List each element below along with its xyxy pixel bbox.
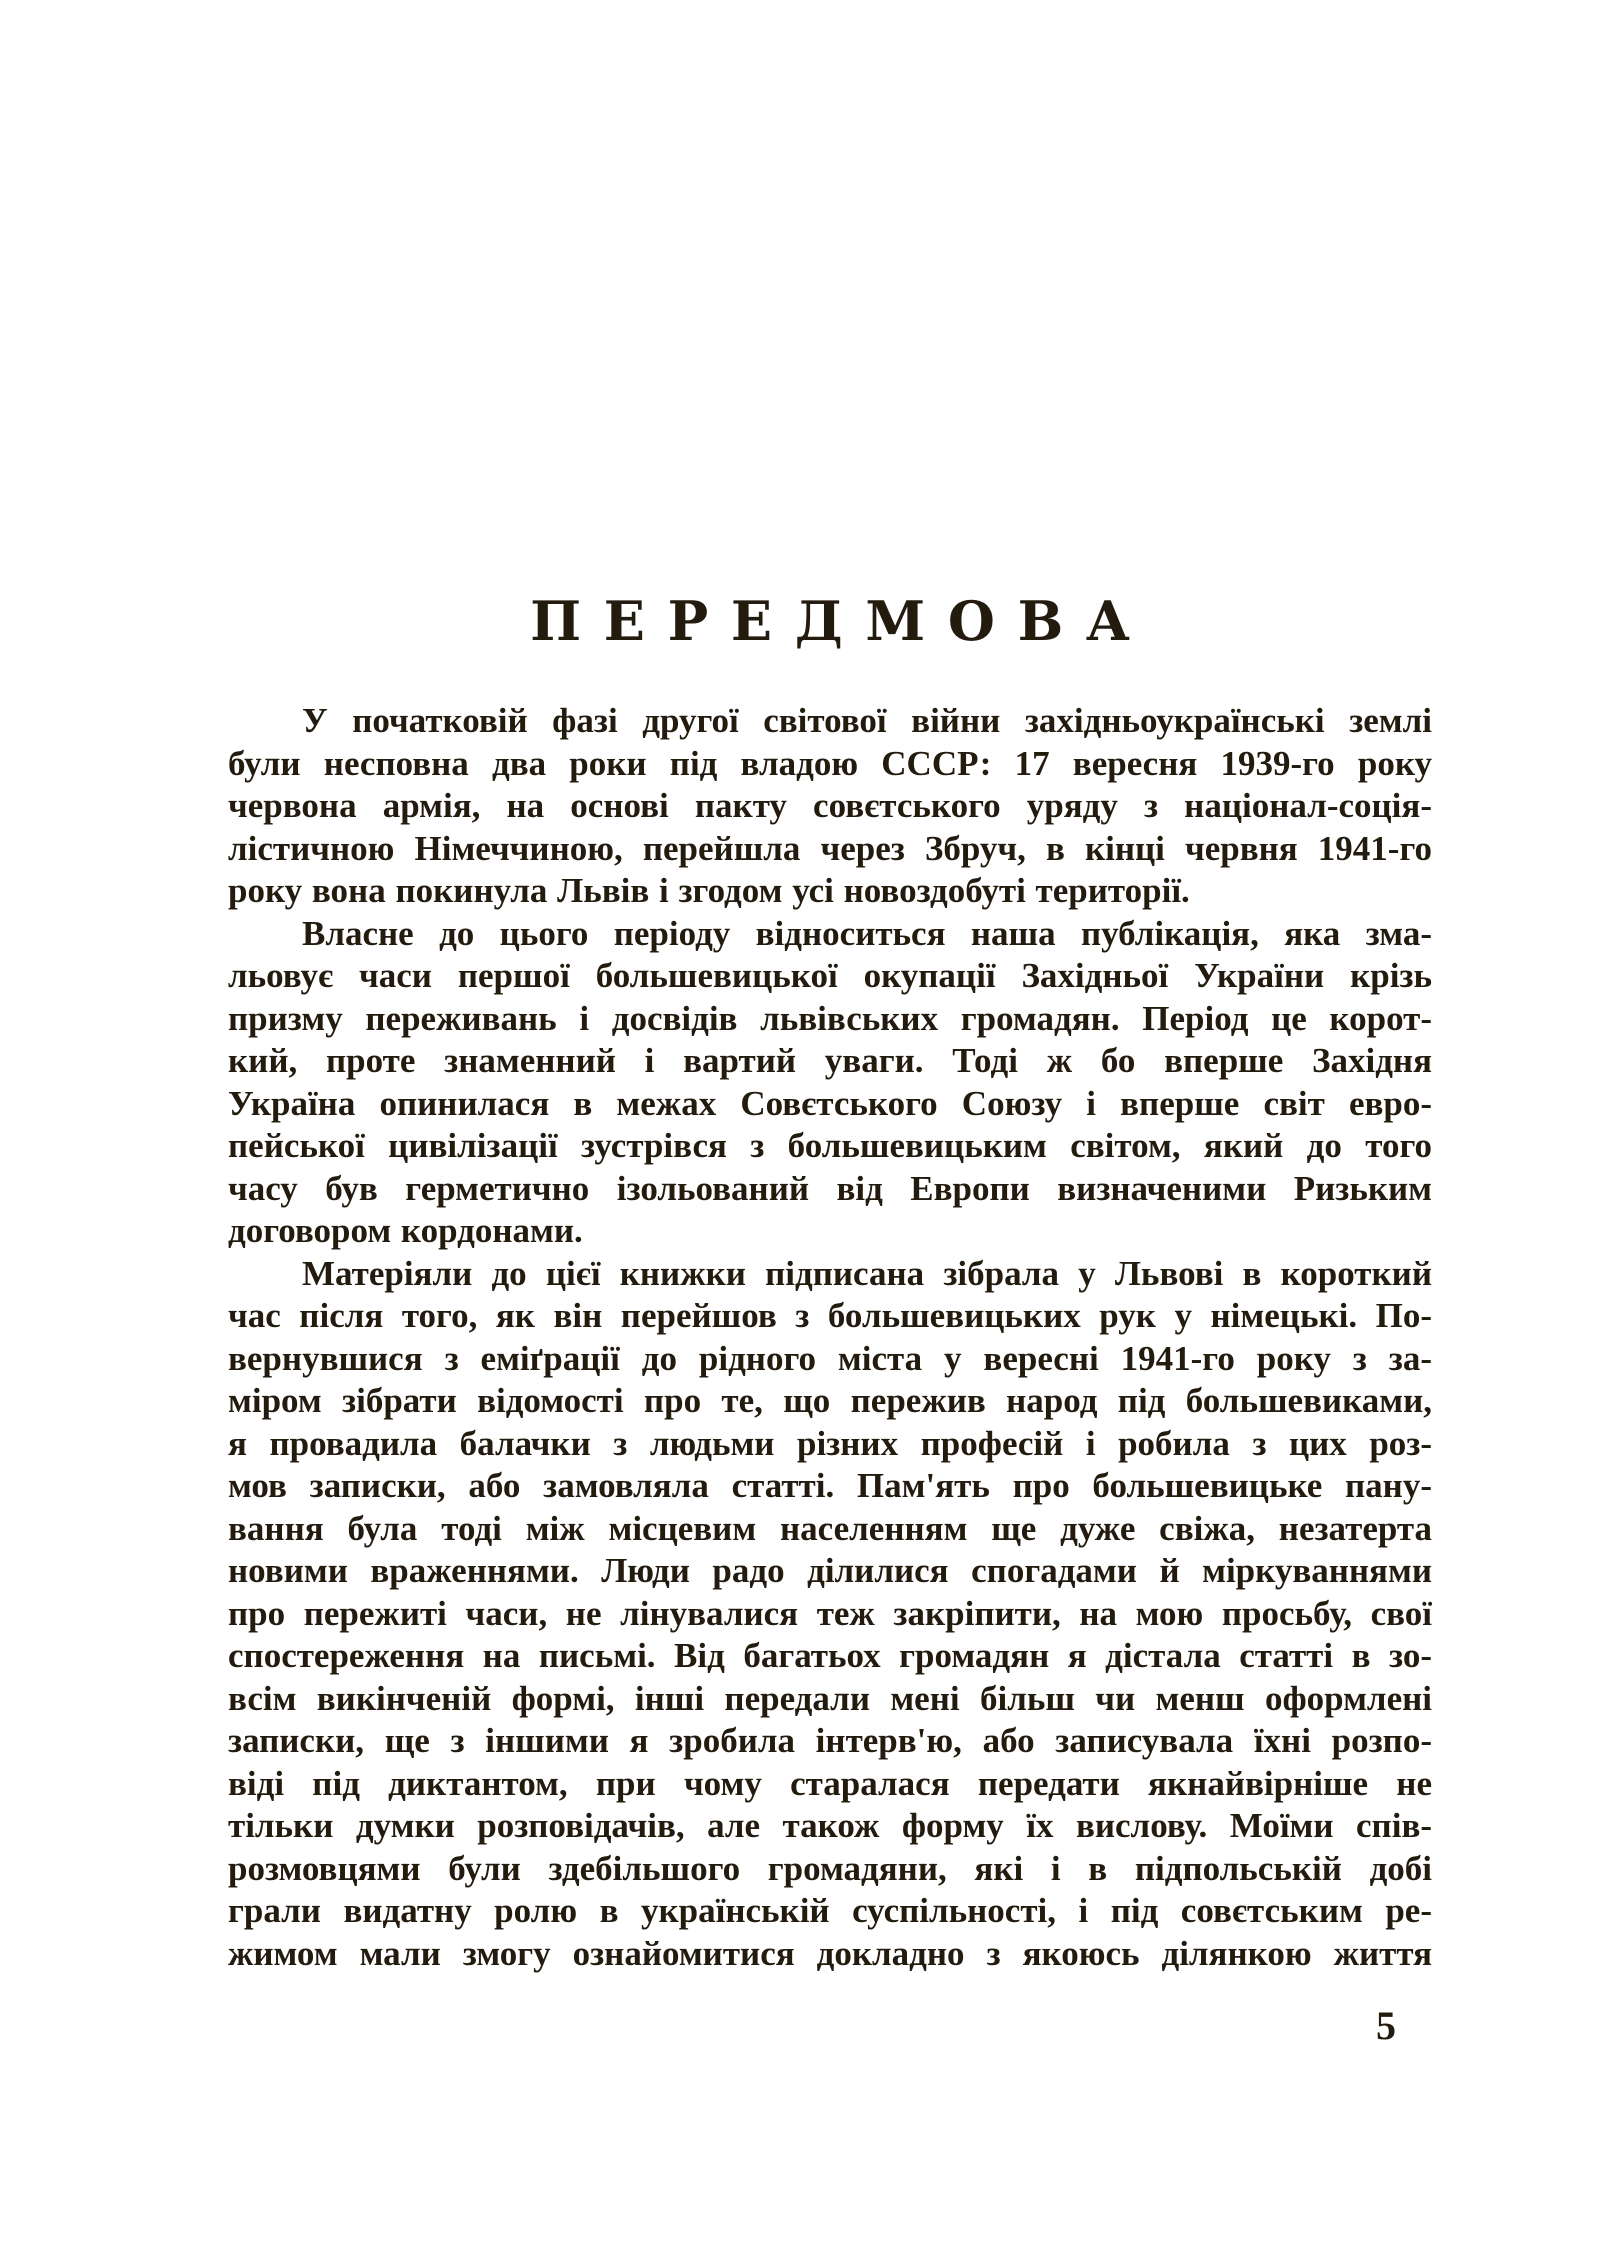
text-line: розмовцями були здебільшого громадяни, які і в підпольській добі xyxy=(228,1848,1432,1888)
text-line: вернувшися з еміґрації до рідного міста у вересні 1941-го року з за- xyxy=(228,1338,1432,1378)
text-line: лістичною Німеччиною, перейшла через Збруч, в кінці червня 1941-го xyxy=(228,828,1432,868)
text-line: вання була тоді між місцевим населенням ще дуже свіжа, незатерта xyxy=(228,1508,1432,1548)
text-line: тільки думки розповідачів, але також форму їх вислову. Моїми спів- xyxy=(228,1806,1432,1845)
text-line: пейської цивілізації зустрівся з большевицьким світом, який до того xyxy=(228,1126,1432,1165)
paragraph xyxy=(228,700,1432,913)
page-title: ПЕРЕДМОВА xyxy=(530,589,1153,653)
text-line: Україна опинилася в межах Совєтського Союзу і вперше світ евро- xyxy=(228,1083,1432,1123)
text-line: часу був герметично ізольований від Европи визначеними Ризьким xyxy=(228,1168,1432,1208)
paragraph xyxy=(228,1253,1432,1976)
text-line: У початковій фазі другої світової війни західньоукраїнські землі xyxy=(302,701,1432,740)
text-line: призму переживань і досвідів львівських громадян. Період це корот- xyxy=(228,998,1432,1038)
text-line: жимом мали змогу ознайомитися докладно з якоюсь ділянкою життя xyxy=(228,1933,1432,1973)
text-line: я провадила балачки з людьми різних професій і робила з цих роз- xyxy=(228,1423,1432,1463)
text-line: льовує часи першої большевицької окупації Західньої України крізь xyxy=(228,956,1432,995)
body-text xyxy=(228,700,1432,1975)
text-line: кий, проте знаменний і вартий уваги. Тоді ж бо вперше Західня xyxy=(228,1041,1432,1080)
text-line: Матеріяли до цієї книжки підписана зібрала у Львові в короткий xyxy=(302,1253,1432,1293)
page-number: 5 xyxy=(1376,2003,1396,2048)
text-line: договором кордонами. xyxy=(228,1211,583,1250)
text-line: року вона покинула Львів і згодом усі новоздобуті території. xyxy=(228,871,1190,910)
text-line: грали видатну ролю в українській суспільності, і під совєтським ре- xyxy=(228,1891,1432,1930)
text-line: всім викінченій формі, інші передали мені більш чи менш оформлені xyxy=(228,1678,1432,1718)
text-line: записки, ще з іншими я зробила інтерв'ю, або записувала їхні розпо- xyxy=(228,1721,1432,1760)
text-line: міром зібрати відомості про те, що пережив народ під большевиками, xyxy=(228,1381,1432,1420)
text-line: віді під диктантом, при чому старалася передати якнайвірніше не xyxy=(228,1763,1432,1803)
text-line: були несповна два роки під владою СССР: 17 вересня 1939-го року xyxy=(228,743,1432,783)
text-line: мов записки, або замовляла статті. Пам'ять про большевицьке пану- xyxy=(228,1466,1432,1505)
text-line: про пережиті часи, не лінувалися теж закріпити, на мою просьбу, свої xyxy=(228,1593,1432,1633)
paragraph xyxy=(228,913,1432,1253)
text-line: Власне до цього періоду відноситься наша публікація, яка зма- xyxy=(302,913,1432,953)
text-line: червона армія, на основі пакту совєтського уряду з націонал-соція- xyxy=(228,786,1432,825)
text-line: новими враженнями. Люди радо ділилися спогадами й міркуваннями xyxy=(228,1551,1432,1590)
text-line: спостереження на письмі. Від багатьох громадян я дістала статті в зо- xyxy=(228,1636,1432,1675)
text-line: час після того, як він перейшов з большевицьких рук у німецькі. По- xyxy=(228,1296,1432,1335)
